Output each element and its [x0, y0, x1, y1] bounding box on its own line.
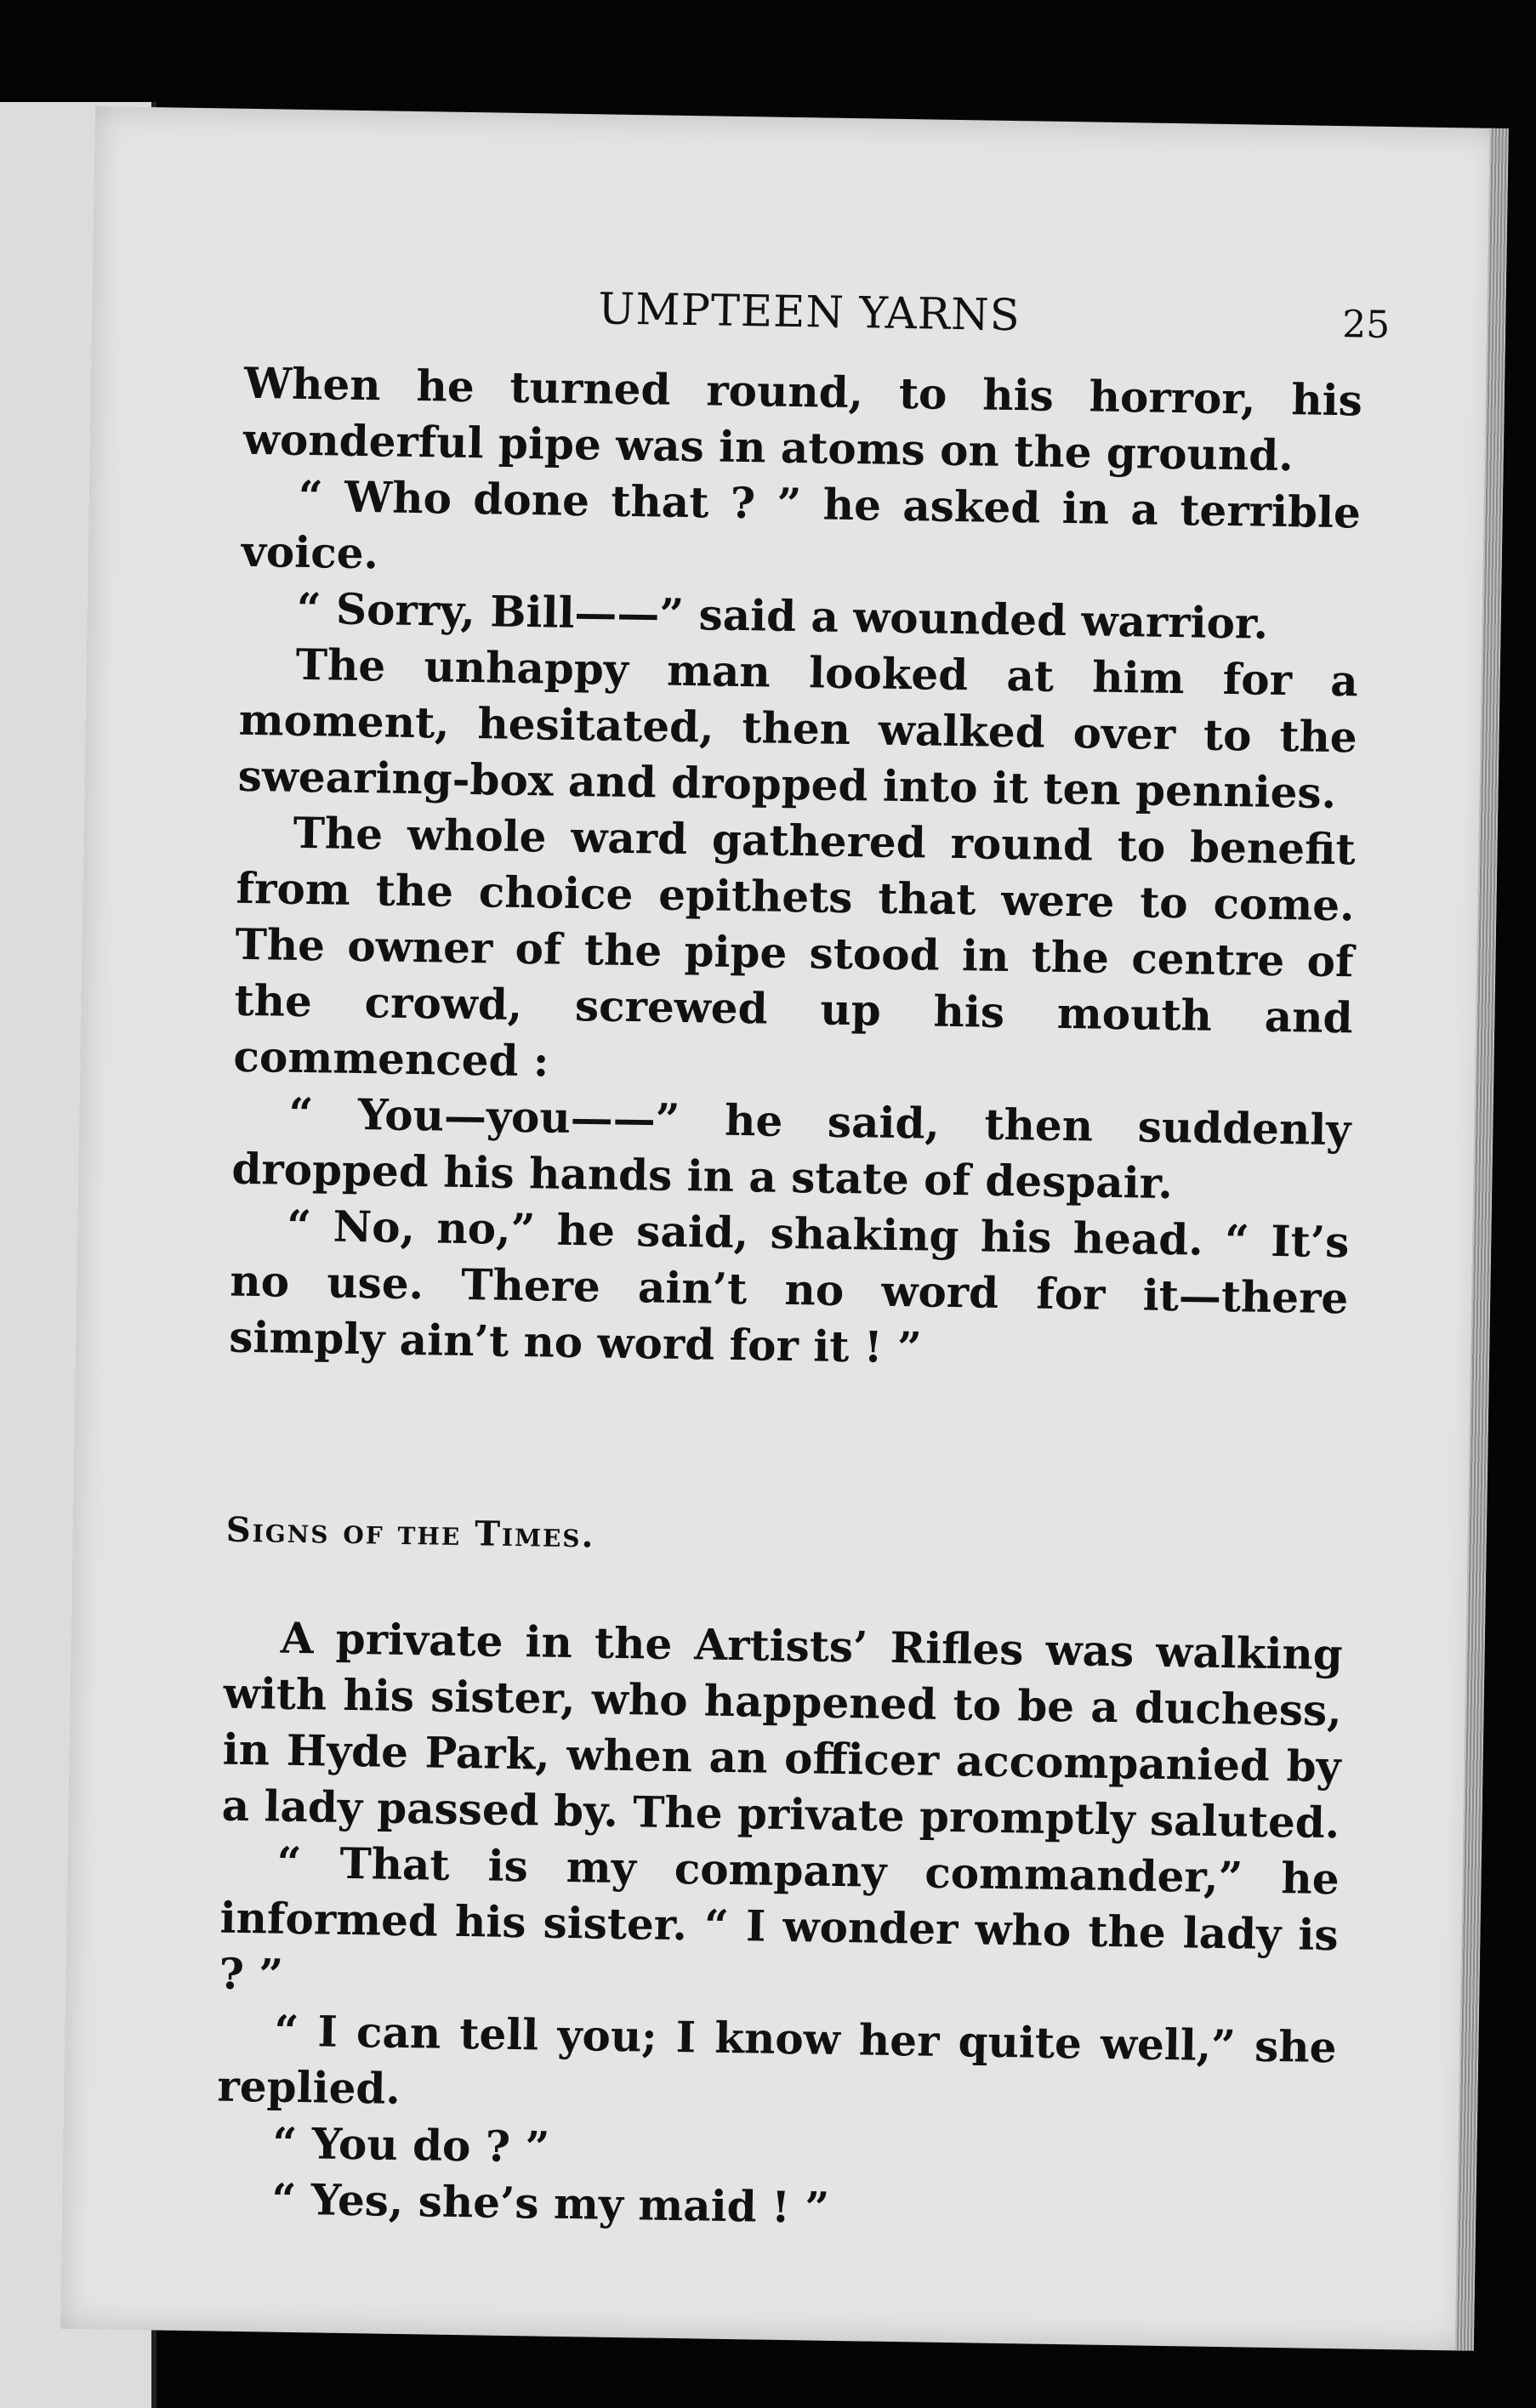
story-paragraph: “ I can tell you; I know her quite well,” she replied. [217, 2005, 1337, 2114]
story-paragraph: “ No, no,” he said, shaking his head. “ It’s no use. There ain’t no word for it—there simply ain’t no word for it ! ” [228, 1200, 1350, 1373]
story-paragraph: When he turned round, to his horror, his wonderful pipe was in atoms on the ground. [242, 357, 1363, 481]
story-paragraph: “ Yes, she’s my maid ! ” [271, 2173, 830, 2233]
book-page [60, 106, 1500, 2351]
page-edge-shading [1455, 128, 1509, 2351]
story-paragraph: “ You do ? ” [272, 2117, 550, 2172]
section-heading: Signs of the Times. [225, 1509, 595, 1556]
story-paragraph: “ That is my company commander,” he informed his sister. “ I wonder who the lady is ? ” [219, 1837, 1340, 2000]
running-title: UMPTEEN YARNS [597, 284, 1021, 342]
page-number: 25 [1341, 303, 1391, 347]
story-paragraph: A private in the Artists’ Rifles was walking with his sister, who happened to be a duchess, in Hyde Park, when an officer accompanied by a lady passed by. The private promptly saluted. [221, 1612, 1344, 1849]
page-body [215, 355, 1362, 2244]
story-paragraph: The unhappy man looked at him for a moment, hesitated, then walked over to the swearing-box and dropped into it ten pennies. [237, 639, 1359, 819]
story-paragraph: “ You—you——” he said, then suddenly dropped his hands in a state of despair. [231, 1088, 1351, 1209]
story-paragraph: “ Sorry, Bill——” said a wounded warrior. [296, 582, 1269, 649]
story-paragraph: “ Who done that ? ” he asked in a terrible voice. [241, 470, 1362, 579]
running-head [92, 276, 1498, 358]
story-paragraph: The whole ward gathered round to benefit from the choice epithets that were to come. The owner of the pipe stood in the centre of the crowd, screwed up his mouth and commenced : [233, 807, 1357, 1087]
